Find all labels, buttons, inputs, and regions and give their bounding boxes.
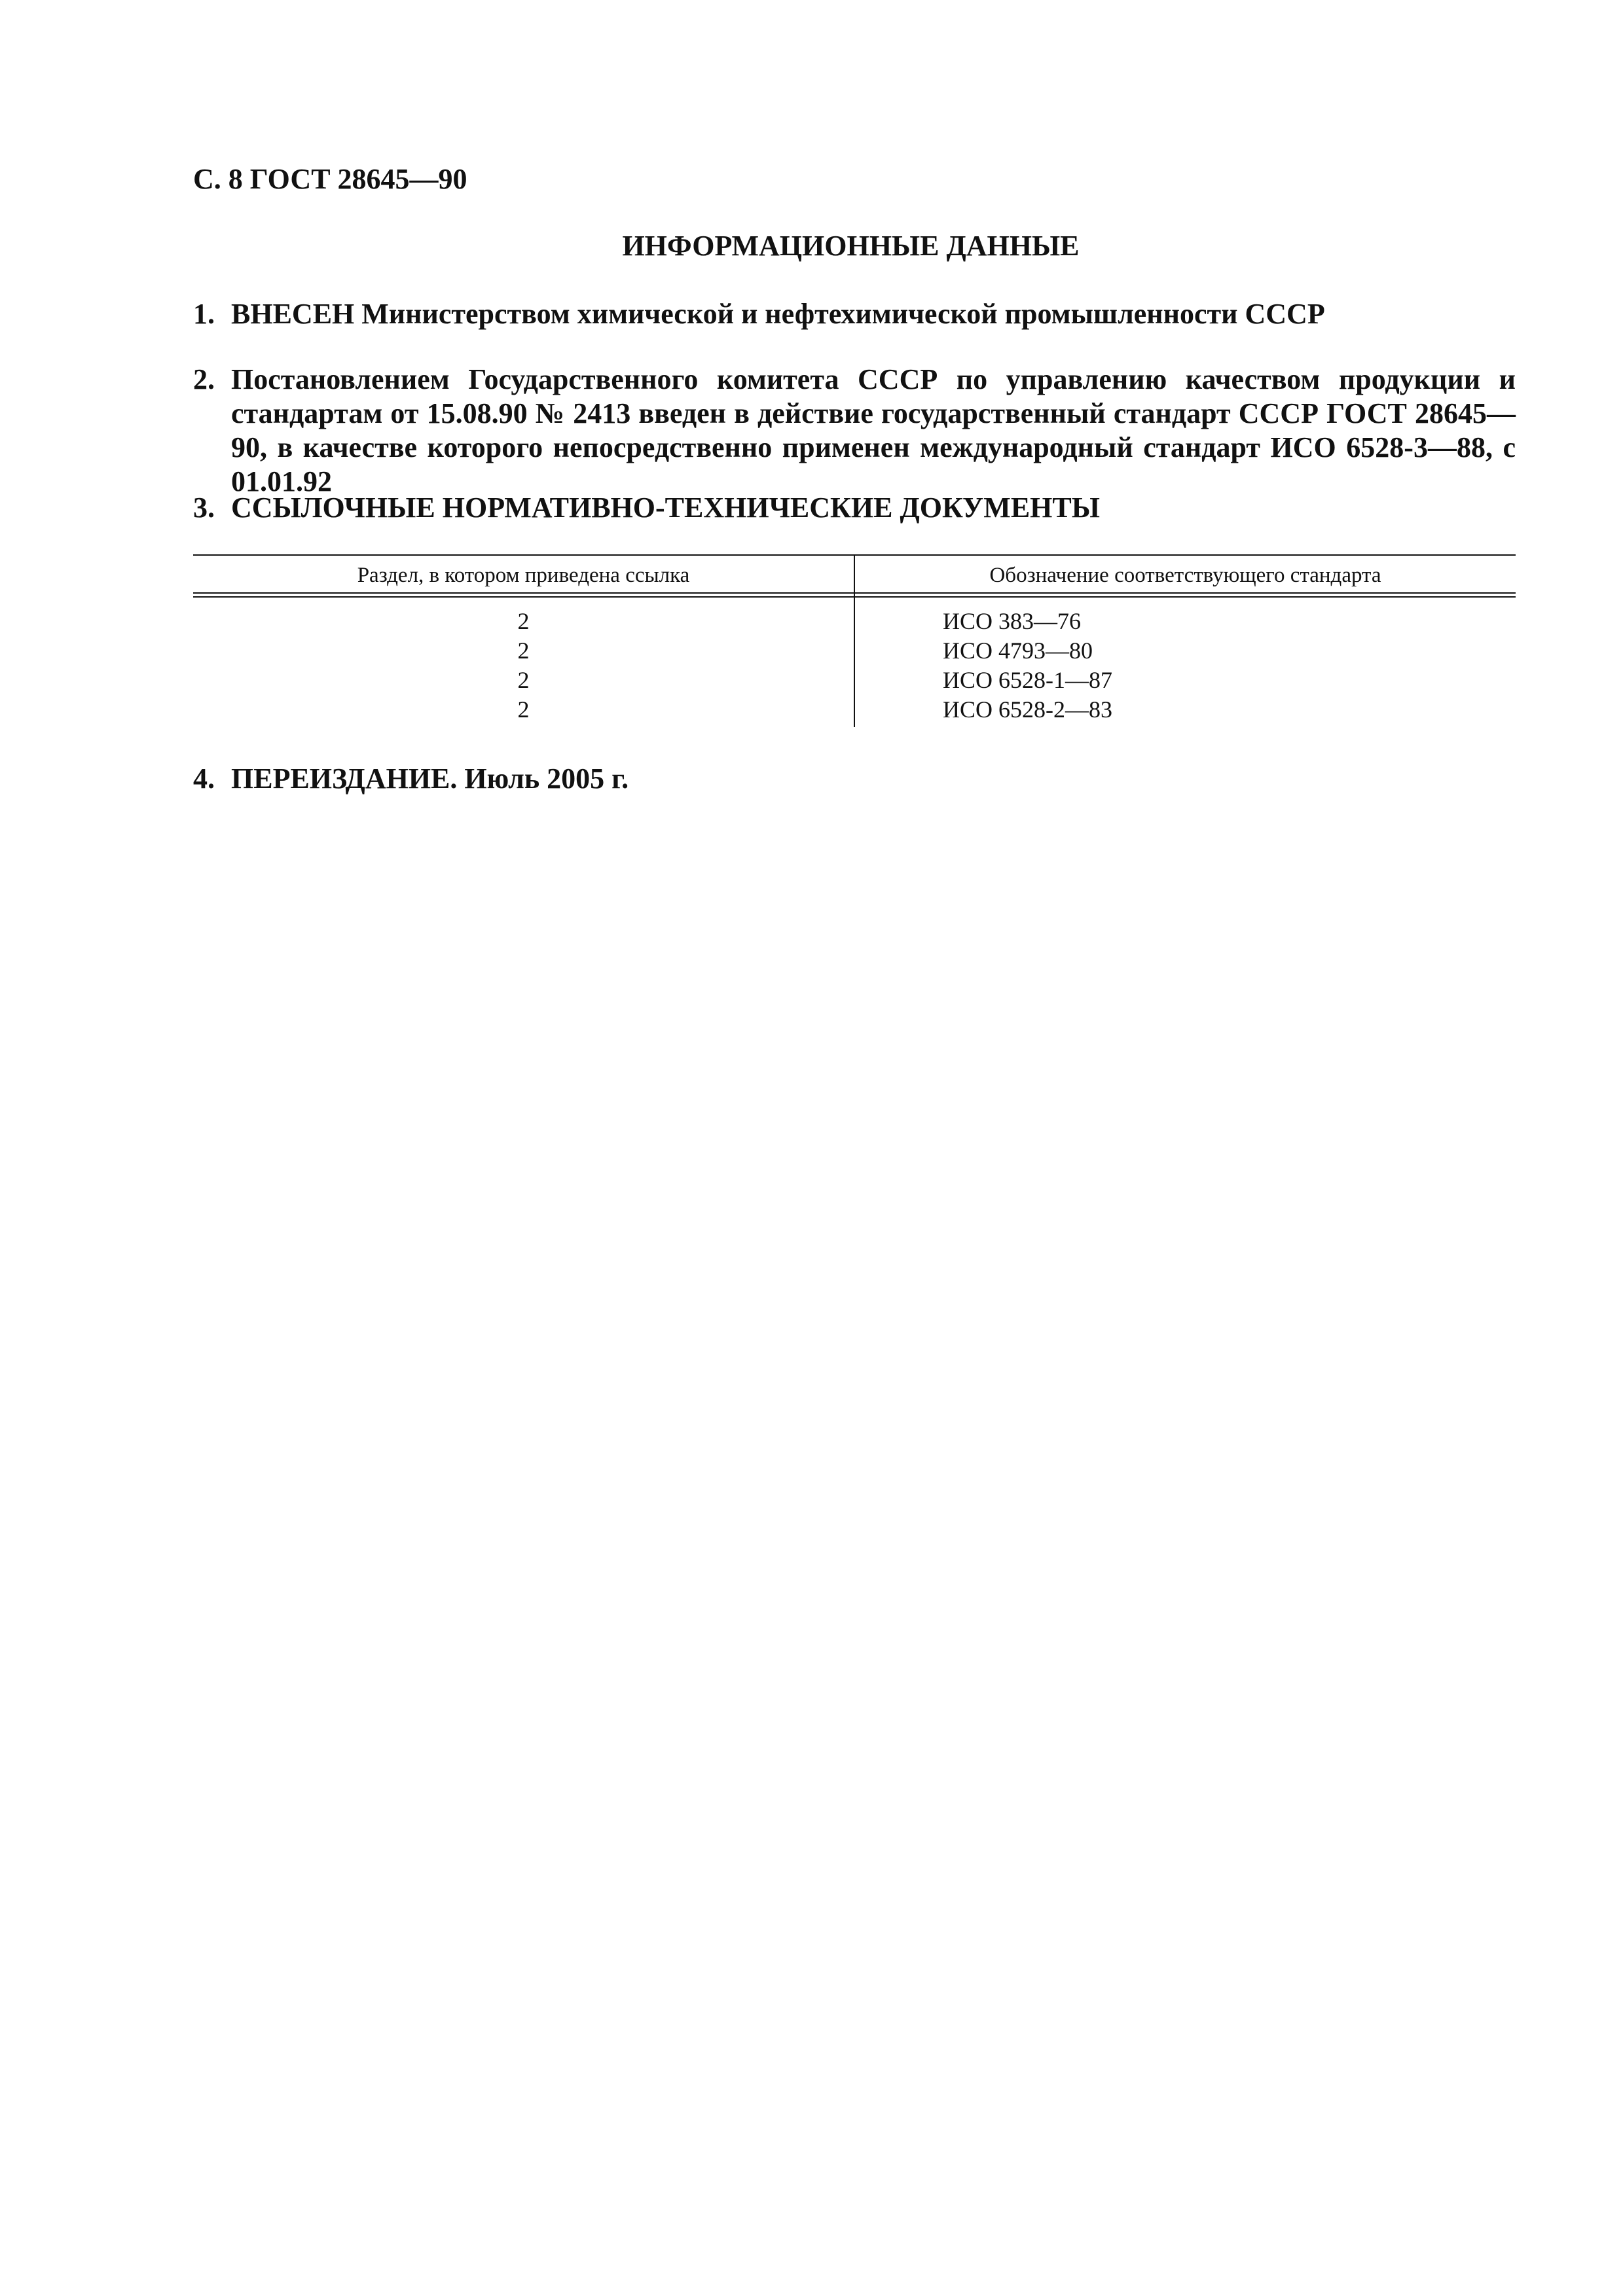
cell-section: 2: [517, 608, 530, 634]
table-row: [193, 695, 1516, 725]
cell-section: 2: [517, 696, 530, 723]
info-item-1: [193, 297, 1516, 331]
table-row: [193, 607, 1516, 636]
cell-standard: ИСО 383—76: [943, 608, 1082, 634]
cell-section: 2: [517, 637, 530, 664]
info-item-4: [193, 762, 1516, 796]
table-header-section: Раздел, в котором приведена ссылка: [357, 564, 690, 587]
item-text: Постановлением Государственного комитета СССР по управлению качеством продукции и стандартам от 15.08.90 № 2413 введен в действие государственный стандарт СССР ГОСТ 28645—90, в качестве которого непосредственно применен международный стандарт ИСО 6528-3—88, с 01.01.92: [231, 363, 1516, 497]
item-number: 1.: [193, 298, 215, 330]
table-row: [193, 666, 1516, 695]
table-body: [193, 607, 1516, 725]
item-text: ССЫЛОЧНЫЕ НОРМАТИВНО-ТЕХНИЧЕСКИЕ ДОКУМЕНТЫ: [231, 492, 1100, 524]
cell-standard: ИСО 6528-2—83: [943, 696, 1112, 723]
item-number: 2.: [193, 363, 215, 395]
info-item-2: [193, 363, 1516, 499]
table-header-rule: [193, 592, 1516, 594]
table-header-rule: [193, 596, 1516, 598]
item-number: 3.: [193, 492, 215, 524]
table-header-standard: Обозначение соответствующего стандарта: [989, 564, 1381, 587]
cell-section: 2: [517, 667, 530, 693]
page-header: С. 8 ГОСТ 28645—90: [193, 163, 467, 195]
info-item-3: [193, 491, 1516, 525]
item-number: 4.: [193, 762, 215, 795]
item-text: ВНЕСЕН Министерством химической и нефтехимической промышленности СССР: [231, 298, 1325, 330]
item-text: ПЕРЕИЗДАНИЕ. Июль 2005 г.: [231, 762, 629, 795]
cell-standard: ИСО 6528-1—87: [943, 667, 1112, 693]
document-title: ИНФОРМАЦИОННЫЕ ДАННЫЕ: [622, 230, 1080, 262]
table-row: [193, 636, 1516, 666]
cell-standard: ИСО 4793—80: [943, 637, 1093, 664]
